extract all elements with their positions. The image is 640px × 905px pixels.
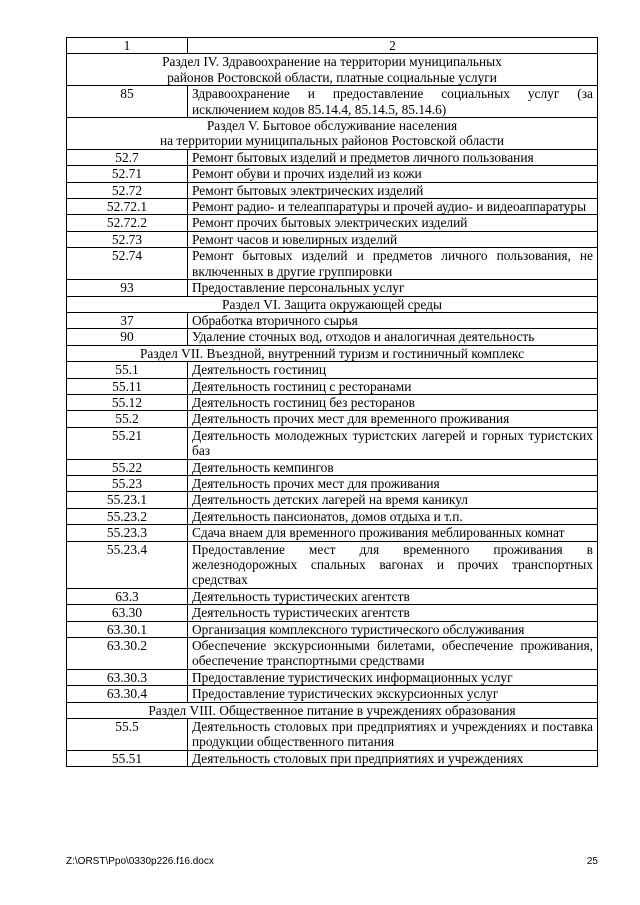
table-row <box>67 280 598 296</box>
activity-description: Здравоохранение и предоставление социальных услуг (за исключением кодов 85.14.4, 85.14.5, 85.14.6) <box>188 86 598 118</box>
section-row <box>67 345 598 361</box>
table-row <box>67 605 598 621</box>
okved-code: 90 <box>67 329 188 345</box>
table-row <box>67 427 598 459</box>
table-row <box>67 215 598 231</box>
section-heading: Раздел VI. Защита окружающей среды <box>67 296 598 312</box>
okved-code: 55.12 <box>67 394 188 410</box>
section-heading: Раздел VIII. Общественное питание в учреждениях образования <box>67 702 598 718</box>
activity-description: Деятельность прочих мест для проживания <box>188 475 598 491</box>
table-row <box>67 508 598 524</box>
okved-code: 52.7 <box>67 149 188 165</box>
okved-code: 85 <box>67 86 188 118</box>
okved-code: 55.23 <box>67 475 188 491</box>
activity-description: Деятельность столовых при предприятиях и учреждениях и поставка продукции общественного питания <box>188 719 598 751</box>
activity-description: Предоставление туристических экскурсионных услуг <box>188 686 598 702</box>
table-row <box>67 459 598 475</box>
okved-code: 63.30.2 <box>67 638 188 670</box>
okved-code: 52.73 <box>67 231 188 247</box>
table-row <box>67 248 598 280</box>
page-number: 25 <box>586 856 598 867</box>
table-row <box>67 588 598 604</box>
okved-code: 55.23.1 <box>67 492 188 508</box>
section-row <box>67 118 598 150</box>
table-row <box>67 750 598 766</box>
section-row <box>67 296 598 312</box>
activity-description: Удаление сточных вод, отходов и аналогичная деятельность <box>188 329 598 345</box>
activity-description: Деятельность пансионатов, домов отдыха и т.п. <box>188 508 598 524</box>
okved-code: 55.22 <box>67 459 188 475</box>
section-heading: Раздел IV. Здравоохранение на территории муниципальных районов Ростовской области, платные социальные услуги <box>67 54 598 86</box>
okved-code: 55.51 <box>67 750 188 766</box>
activity-description: Сдача внаем для временного проживания меблированных комнат <box>188 525 598 541</box>
okved-code: 55.2 <box>67 411 188 427</box>
table-row <box>67 638 598 670</box>
table-row <box>67 719 598 751</box>
activity-description: Деятельность прочих мест для временного проживания <box>188 411 598 427</box>
section-heading: Раздел V. Бытовое обслуживание населения на территории муниципальных районов Ростовской области <box>67 118 598 150</box>
footer-file-path: Z:\ORST\Ppo\0330p226.f16.docx <box>66 856 214 867</box>
table-body <box>67 38 598 767</box>
table-row <box>67 312 598 328</box>
activity-description: Организация комплексного туристического обслуживания <box>188 621 598 637</box>
activity-description: Обработка вторичного сырья <box>188 312 598 328</box>
table-row <box>67 149 598 165</box>
table-row <box>67 378 598 394</box>
activity-description: Деятельность молодежных туристских лагерей и горных туристских баз <box>188 427 598 459</box>
table-row <box>67 669 598 685</box>
activity-description: Деятельность туристических агентств <box>188 605 598 621</box>
okved-code: 63.30.3 <box>67 669 188 685</box>
table-row <box>67 86 598 118</box>
table-row <box>67 231 598 247</box>
activity-description: Ремонт бытовых изделий и предметов личного пользования, не включенных в другие группировки <box>188 248 598 280</box>
table-row <box>67 199 598 215</box>
okved-code: 63.30.1 <box>67 621 188 637</box>
table-row <box>67 686 598 702</box>
okved-code: 55.23.3 <box>67 525 188 541</box>
okved-code: 52.72 <box>67 182 188 198</box>
section-heading: Раздел VII. Въездной, внутренний туризм и гостиничный комплекс <box>67 345 598 361</box>
table-row <box>67 621 598 637</box>
header-col-2: 2 <box>188 38 598 54</box>
table-row <box>67 394 598 410</box>
activity-description: Деятельность кемпингов <box>188 459 598 475</box>
okved-code: 55.21 <box>67 427 188 459</box>
activity-description: Деятельность туристических агентств <box>188 588 598 604</box>
activity-description: Ремонт обуви и прочих изделий из кожи <box>188 166 598 182</box>
activity-description: Ремонт прочих бытовых электрических изделий <box>188 215 598 231</box>
okved-code: 55.1 <box>67 362 188 378</box>
table-row <box>67 525 598 541</box>
table-row <box>67 475 598 491</box>
okved-code: 55.11 <box>67 378 188 394</box>
activity-description: Деятельность детских лагерей на время каникул <box>188 492 598 508</box>
okved-code: 93 <box>67 280 188 296</box>
activity-description: Предоставление мест для временного проживания в железнодорожных спальных вагонах и прочих транспортных средствах <box>188 541 598 588</box>
activity-description: Деятельность гостиниц без ресторанов <box>188 394 598 410</box>
okved-code: 52.72.1 <box>67 199 188 215</box>
section-row <box>67 702 598 718</box>
okved-code: 55.5 <box>67 719 188 751</box>
okved-code: 63.3 <box>67 588 188 604</box>
activity-description: Деятельность столовых при предприятиях и учреждениях <box>188 750 598 766</box>
okved-code: 37 <box>67 312 188 328</box>
table-row <box>67 362 598 378</box>
okved-code: 55.23.4 <box>67 541 188 588</box>
activity-description: Ремонт бытовых электрических изделий <box>188 182 598 198</box>
okved-code: 52.74 <box>67 248 188 280</box>
activity-description: Предоставление туристических информационных услуг <box>188 669 598 685</box>
activity-description: Ремонт бытовых изделий и предметов личного пользования <box>188 149 598 165</box>
table-row <box>67 166 598 182</box>
activity-description: Деятельность гостиниц <box>188 362 598 378</box>
activity-description: Ремонт часов и ювелирных изделий <box>188 231 598 247</box>
activity-description: Предоставление персональных услуг <box>188 280 598 296</box>
section-row <box>67 54 598 86</box>
header-row <box>67 38 598 54</box>
activity-description: Обеспечение экскурсионными билетами, обеспечение проживания, обеспечение транспортными средствами <box>188 638 598 670</box>
table-row <box>67 182 598 198</box>
table-row <box>67 492 598 508</box>
activity-description: Деятельность гостиниц с ресторанами <box>188 378 598 394</box>
header-col-1: 1 <box>67 38 188 54</box>
okved-code: 52.72.2 <box>67 215 188 231</box>
classifier-table <box>66 37 598 767</box>
okved-code: 63.30.4 <box>67 686 188 702</box>
table-row <box>67 329 598 345</box>
table-row <box>67 411 598 427</box>
activity-description: Ремонт радио- и телеаппаратуры и прочей аудио- и видеоаппаратуры <box>188 199 598 215</box>
okved-code: 63.30 <box>67 605 188 621</box>
table-row <box>67 541 598 588</box>
okved-code: 52.71 <box>67 166 188 182</box>
okved-code: 55.23.2 <box>67 508 188 524</box>
